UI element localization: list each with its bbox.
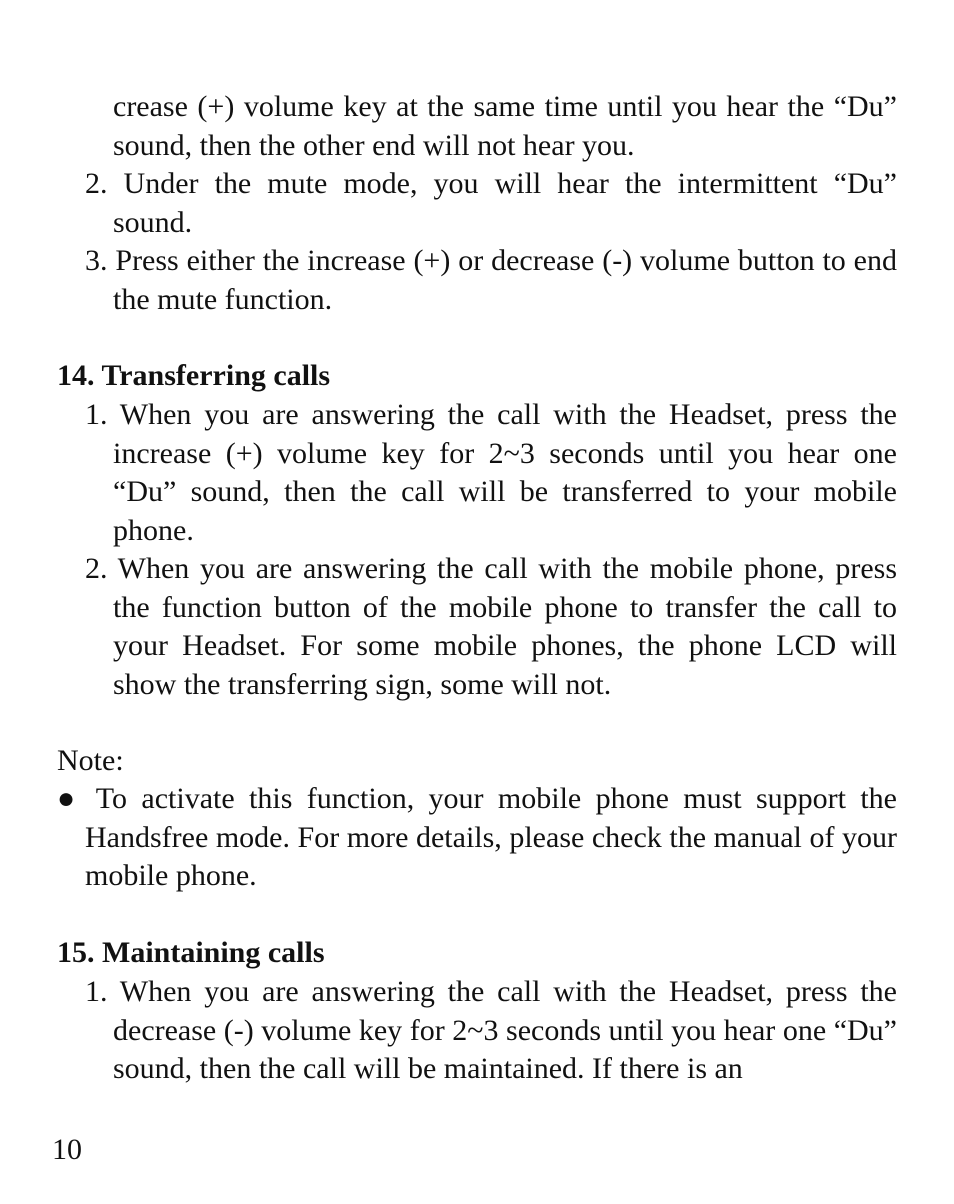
mute-item-2: 2. Under the mute mode, you will hear the intermittent “Du” sound. [85,167,897,239]
section-15-heading: 15. Maintaining calls [57,936,325,969]
note-bullet: ● To activate this function, your mobile phone must support the Handsfree mode. For more details, please check the manual of your mobile phone. [57,782,897,892]
section-15-item-1: 1. When you are answering the call with the Headset, press the decrease (-) volume key for 2~3 seconds until you hear one “Du” sound, then the call will be maintained. If there is an [85,975,897,1085]
section-14-item-1: 1. When you are answering the call with the Headset, press the increase (+) volume key for 2~3 seconds until you hear one “Du” sound, then the call will be transferred to your mobile phone. [85,398,897,547]
mute-item-3: 3. Press either the increase (+) or decrease (-) volume button to end the mute function. [85,244,897,316]
section-14-heading: 14. Transferring calls [57,359,331,392]
section-14-item-2: 2. When you are answering the call with the mobile phone, press the function button of the mobile phone to transfer the call to your Headset. For some mobile phones, the phone LCD will show the transferring sign, some will not. [85,552,897,701]
page-number: 10 [52,1133,82,1166]
continued-paragraph: crease (+) volume key at the same time until you hear the “Du” sound, then the other end will not hear you. [113,90,897,162]
note-label: Note: [57,744,124,777]
